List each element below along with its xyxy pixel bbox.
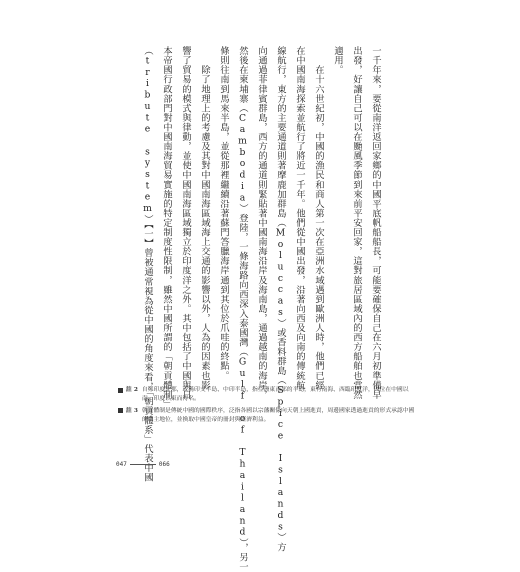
page-footer <box>116 461 170 468</box>
footnote-text: 朝貢體制是傳統中國的國際秩序，泛指各國以宗藩關係向天朝上國進貢，周邊國家透過進貢的形式承認中國的宗主地位，並換取中國皇帝的冊封與經濟利益。 <box>141 407 415 423</box>
text-column: 在中國南海探索並航行了將近一千年。他們從中國出發，沿著向西及向南的傳統航 <box>294 46 305 390</box>
footnote-label: 註 2 <box>126 387 138 393</box>
text-column: 響了貿易的模式與律動，並使中國南海區域獨立於印度洋之外。其中包括了中國與日 <box>180 46 191 400</box>
square-bullet-icon <box>118 408 123 413</box>
text-column: 適用。 <box>332 46 343 75</box>
text-column: 向通過菲律賓群島，西方的通道則緊貼著中國南海沿岸及海南島，通過越南的海岸， <box>256 46 267 400</box>
text-column: 出發，好讓自己可以在颱風季節到來前平安回家，這對旅居區域內的西方船舶也當然 <box>351 46 362 400</box>
page-number: 047 <box>116 461 127 468</box>
text-column: 在十六世紀初，中國的漁民和商人第一次在亞洲水域遇到歐洲人時，他們已經 <box>313 46 324 390</box>
text-column: （tribute system）【一】曾被通常視為從中國的角度來看，「朝貢體系」代表中國 <box>142 46 153 483</box>
text-column: 線航行，東方的主要通道則著摩鹿加群島（Moluccas）或香料群島（Spice Islands）方 <box>275 46 286 552</box>
text-column: 除了地理上的考慮及其對中國南海區域海上交通的影響以外，人為的因素也影 <box>199 46 210 390</box>
square-bullet-icon <box>118 388 123 393</box>
footnote-text: 自鄭印度支那，或稱印支半島、中印半島，指亞洲東南部的半島，東有南海、西臨印度洋，因位在中國以南、印度以東而得名。 <box>141 387 409 402</box>
text-column: 一千年來，要從南洋返回家鄉的中國平底帆船船長，可能要確保自己在六月初準備早 <box>370 46 381 400</box>
footnote <box>118 386 418 404</box>
footer-rule <box>130 464 156 465</box>
text-column: 然後在柬埔寨（Cambodia）登陸，一條海路向西深入泰國灣（Gulf of Thailand），另一 <box>237 46 248 572</box>
footnote <box>118 407 418 425</box>
footnote-label: 註 3 <box>126 407 138 414</box>
text-column: 本帝國行政部門對中國南海貿易實施的特定制度性限制，雖然中國所謂的「朝貢體制」 <box>161 46 172 409</box>
text-column: 條則往南到馬來半島，並從那裡繼續沿著蘇門答臘海岸通到其位於爪哇的終點。 <box>218 46 229 381</box>
footnotes <box>118 386 418 428</box>
chapter-number: 066 <box>158 461 170 468</box>
